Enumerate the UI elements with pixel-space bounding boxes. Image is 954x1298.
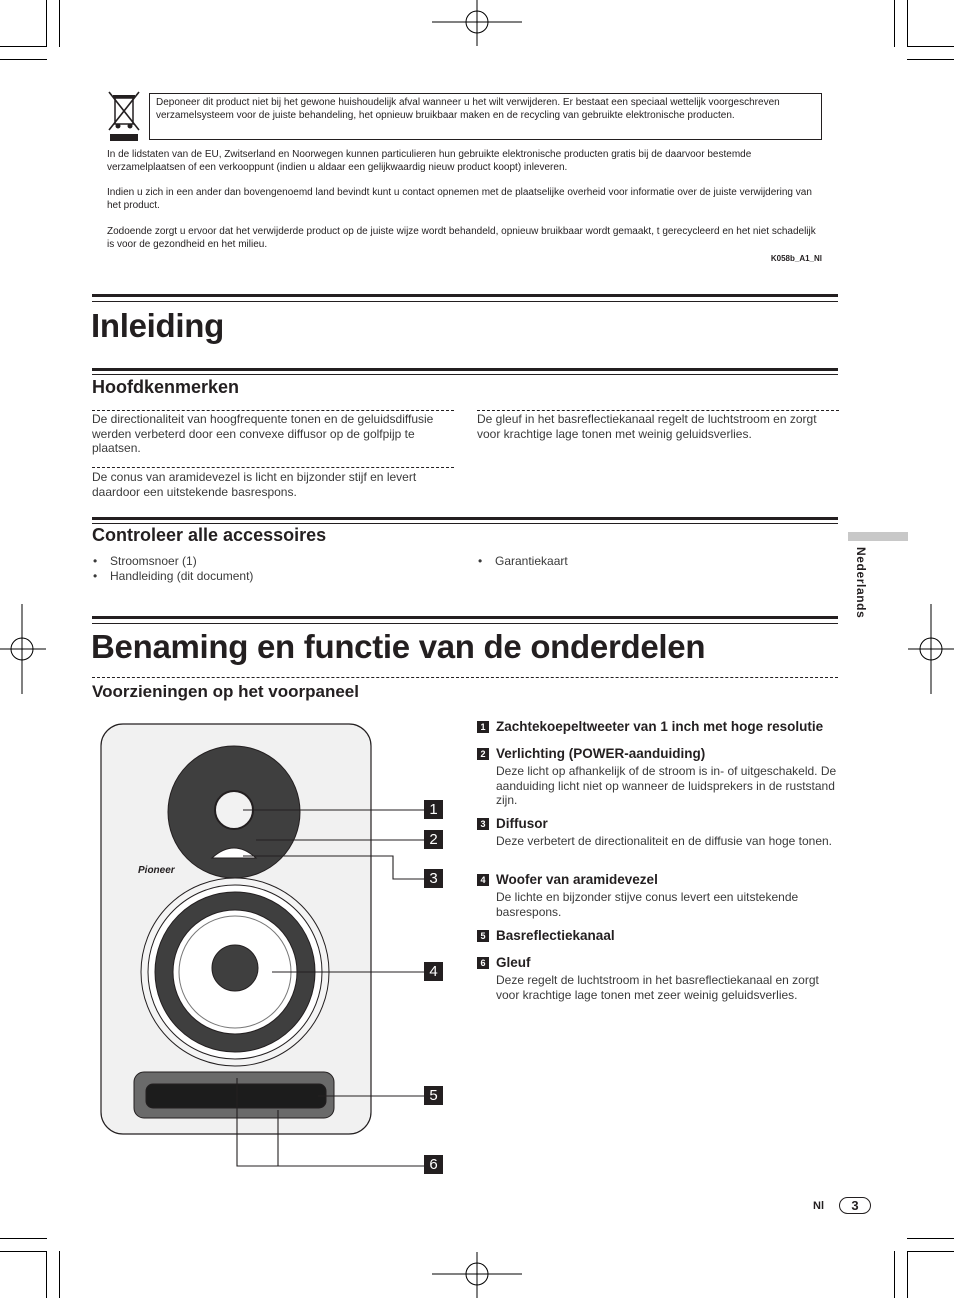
weee-paragraph: Indien u zich in een ander dan bovengenoemd land bevindt kunt u contact opnemen met de plaatselijke overheid voor informatie over de juiste verwijdering van het product. [107,187,812,211]
crop-mark [894,1251,895,1298]
crop-mark [46,0,47,47]
heading-hoofdkenmerken: Hoofdkenmerken [92,377,240,397]
dashed-divider [92,410,454,411]
part-number: 5 [477,930,489,942]
weee-paragraph: In de lidstaten van de EU, Zwitserland en Noorwegen kunnen particulieren hun gebruikte elektronische producten gratis bij de daarvoor bestemde verzamelplaatsen of een verkooppunt (indien u aldaar een gelijkwaardig nieuw product koopt) inleveren. [107,149,752,173]
subsection-rule [92,374,838,375]
page-number: 3 [839,1197,871,1214]
part-description: Deze verbetert de directionaliteit en de diffusie van hoge tonen. [496,834,832,848]
heading-accessoires: Controleer alle accessoires [92,525,327,545]
subsection-rule [92,523,838,524]
section-rule [92,623,838,624]
part-number: 2 [477,748,489,760]
part-title: Zachtekoepeltweeter van 1 inch met hoge resolutie [496,719,824,734]
part-number: 6 [477,957,489,969]
callout-5: 5 [424,1086,443,1105]
crop-mark [907,46,954,47]
callout-1: 1 [424,800,443,819]
part-number: 4 [477,874,489,886]
language-tab [848,532,908,541]
part-title: Diffusor [496,816,548,831]
crop-mark [907,0,908,47]
crop-mark [0,1251,47,1252]
feature-item: De gleuf in het basreflectiekanaal regelt de luchtstroom en zorgt voor krachtige lage tonen met weinig geluidsverlies. [477,412,817,441]
accessory-item: • Garantiekaart [495,554,568,569]
crop-mark [907,59,954,60]
part-title: Basreflectiekanaal [496,928,615,943]
callout-3: 3 [424,869,443,888]
part-description: Deze regelt de luchtstroom in het basreflectiekanaal en zorgt voor krachtige lage tonen met zeer weinig geluidsverlies. [496,973,819,1002]
part-title: Woofer van aramidevezel [496,872,658,887]
accessory-item: • Stroomsnoer (1) [110,554,197,569]
footer-language: Nl [813,1200,824,1212]
part-number: 1 [477,721,489,733]
language-tab-label: Nederlands [854,547,868,619]
crop-mark [907,1251,908,1298]
callout-6: 6 [424,1155,443,1174]
subsection-rule [92,517,838,520]
part-number: 3 [477,818,489,830]
speaker-front-illustration [96,720,446,1180]
part-title: Gleuf [496,955,531,970]
weee-notice: Deponeer dit product niet bij het gewone huishoudelijk afval wanneer u het wilt verwijderen. Er bestaat een speciaal wettelijk voorgeschreven verzamelsysteem voor de juiste behandeling, het opnieuw bruikbaar maken en de recycling van gebruikte elektronische producten. [149,93,822,140]
callout-4: 4 [424,962,443,981]
dashed-divider [92,677,838,678]
section-title-benaming: Benaming en functie van de onderdelen [91,628,706,665]
section-rule [92,616,838,619]
accessory-item: • Handleiding (dit document) [110,569,253,584]
section-rule [92,301,838,302]
registration-mark-left [0,604,46,694]
crossed-out-wheelie-bin-icon [107,90,141,142]
dashed-divider [477,410,839,411]
dashed-divider [92,467,454,468]
heading-voorpaneel: Voorzieningen op het voorpaneel [92,682,359,701]
part-description: De lichte en bijzonder stijve conus levert een uitstekende basrespons. [496,890,799,919]
feature-item: De conus van aramidevezel is licht en bijzonder stijf en levert daardoor een uitstekende basrespons. [92,470,417,499]
crop-mark [894,0,895,47]
part-title: Verlichting (POWER-aanduiding) [496,746,706,761]
subsection-rule [92,368,838,371]
crop-mark [0,1238,47,1239]
callout-2: 2 [424,830,443,849]
part-description: Deze licht op afhankelijk of de stroom is in- of uitgeschakeld. De aanduiding licht niet op wanneer de luidsprekers in de ruststand zijn. [496,764,837,807]
section-title-inleiding: Inleiding [91,307,224,344]
crop-mark [0,46,47,47]
crop-mark [59,0,60,47]
crop-mark [907,1251,954,1252]
crop-mark [46,1251,47,1298]
crop-mark [907,1238,954,1239]
crop-mark [0,59,47,60]
registration-mark-right [908,604,954,694]
section-rule [92,294,838,297]
registration-mark-bottom [432,1252,522,1298]
registration-mark-top [432,0,522,46]
weee-paragraph: Zodoende zorgt u ervoor dat het verwijderde product op de juiste wijze wordt behandeld, opnieuw bruikbaar wordt gemaakt, t gerecycleerd en het niet schadelijk is voor de gezondheid en het milieu. [107,226,816,250]
brand-logo: Pioneer [138,865,175,876]
feature-item: De directionaliteit van hoogfrequente tonen en de geluidsdiffusie werden verbeterd door een convexe diffusor op de golfpijp te plaatsen. [92,412,434,456]
crop-mark [59,1251,60,1298]
document-code: K058b_A1_Nl [770,254,822,263]
